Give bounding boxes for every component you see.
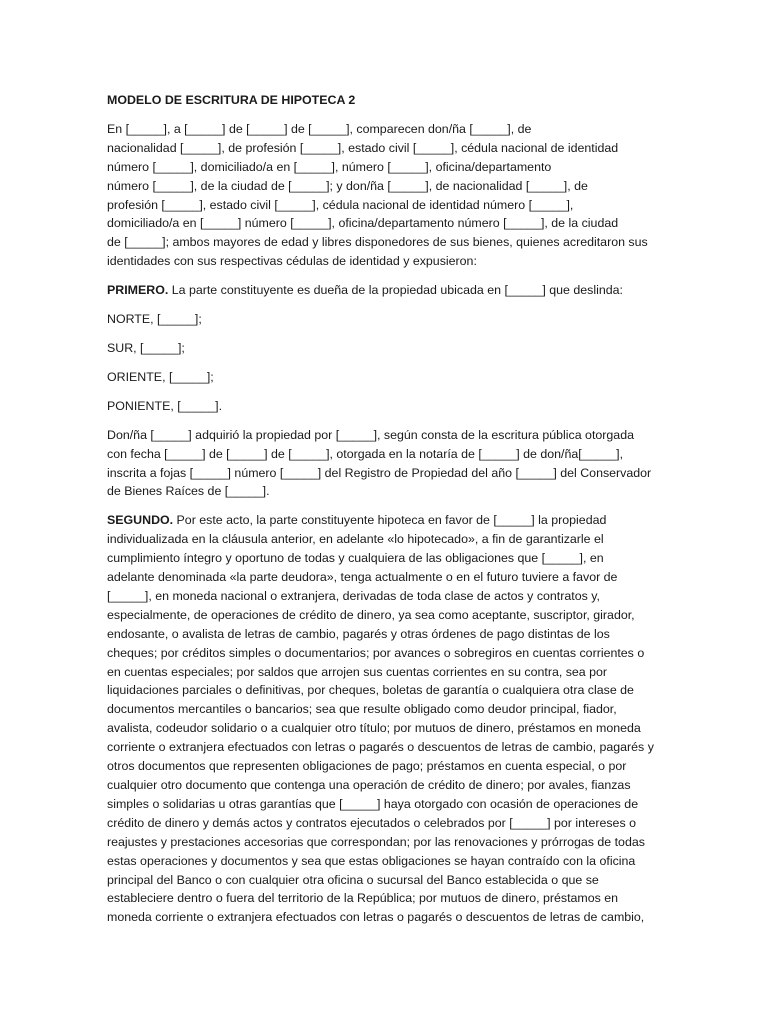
boundary-sur: SUR, [_____]; bbox=[107, 340, 185, 355]
intro-line: nacionalidad [_____], de profesión [_____], estado civil [_____], cédula nacional de identidad bbox=[107, 140, 619, 155]
segundo-first-text: Por este acto, la parte constituyente hipoteca en favor de [_____] la propiedad bbox=[173, 513, 607, 528]
segundo-line: corriente o extranjera efectuados con letras o pagarés o descuentos de letras de cambio, pagarés y bbox=[107, 740, 654, 755]
segundo-line: cumplimiento íntegro y oportuno de todas y cualquiera de las obligaciones que [_____], en bbox=[107, 551, 604, 566]
segundo-line: crédito de dinero y demás actos y contratos ejecutados o celebrados por [_____] por intereses o bbox=[107, 815, 636, 830]
intro-line: número [_____], domiciliado/a en [_____], número [_____], oficina/departamento bbox=[107, 159, 552, 174]
segundo-line: liquidaciones parciales o definitivas, por cheques, boletas de garantía o cualquiera otra clase de bbox=[107, 683, 634, 698]
primero-line bbox=[107, 281, 657, 300]
boundary-poniente: PONIENTE, [_____]. bbox=[107, 398, 223, 413]
segundo-line: moneda corriente o extranjera efectuados con letras o pagarés o descuentos de letras de cambio, bbox=[107, 910, 645, 925]
segundo-line: adelante denominada «la parte deudora», tenga actualmente o en el futuro tuviere a favor de bbox=[107, 570, 618, 585]
intro-line: número [_____], de la ciudad de [_____]; y don/ña [_____], de nacionalidad [_____], de bbox=[107, 178, 588, 193]
segundo-line: [_____], en moneda nacional o extranjera, derivadas de toda clase de actos y contratos y, bbox=[107, 588, 600, 603]
intro-line: de [_____]; ambos mayores de edad y libres disponedores de sus bienes, quienes acreditaron sus bbox=[107, 235, 648, 250]
adquisicion-line: con fecha [_____] de [_____] de [_____], otorgada en la notaría de [_____] de don/ña[_____], bbox=[107, 446, 624, 461]
segundo-line: documentos mercantiles o bancarios; sea que resulte obligado como deudor principal, fiador, bbox=[107, 702, 617, 717]
intro-line: En [_____], a [_____] de [_____] de [_____], comparecen don/ña [_____], de bbox=[107, 121, 532, 136]
segundo-line: endosante, o avalista de letras de cambio, pagarés y otras órdenes de pago distintas de los bbox=[107, 626, 610, 641]
boundary-norte: NORTE, [_____]; bbox=[107, 312, 202, 327]
intro-line: identidades con sus respectivas cédulas de identidad y expusieron: bbox=[107, 254, 477, 269]
segundo-line: reajustes y prestaciones accesorias que correspondan; por las renovaciones y prórrogas de todas bbox=[107, 834, 645, 849]
primero-text: La parte constituyente es dueña de la propiedad ubicada en [_____] que deslinda: bbox=[168, 283, 623, 298]
adquisicion-paragraph bbox=[107, 426, 657, 502]
primero-label: PRIMERO. bbox=[107, 283, 169, 298]
document-title: MODELO DE ESCRITURA DE HIPOTECA 2 bbox=[107, 93, 356, 107]
primero-paragraph bbox=[107, 281, 657, 300]
adquisicion-line: de Bienes Raíces de [_____]. bbox=[107, 484, 270, 499]
segundo-line: avalista, codeudor solidario o a cualquier otro título; por mutuos de dinero, préstamos en moneda bbox=[107, 721, 641, 736]
segundo-line bbox=[107, 511, 657, 530]
adquisicion-line: inscrita a fojas [_____] número [_____] del Registro de Propiedad del año [_____] del Conservador bbox=[107, 465, 652, 480]
segundo-line: otros documentos que representen obligaciones de pago; préstamos en cuenta especial, o por bbox=[107, 759, 627, 774]
intro-paragraph bbox=[107, 120, 657, 271]
segundo-line: estableciere dentro o fuera del territorio de la República; por mutuos de dinero, préstamos en bbox=[107, 891, 619, 906]
document-page bbox=[107, 91, 657, 937]
segundo-line: simples o solidarias u otras garantías que [_____] haya otorgado con ocasión de operaciones de bbox=[107, 796, 639, 811]
intro-line: domiciliado/a en [_____] número [_____], oficina/departamento número [_____], de la ciudad bbox=[107, 216, 619, 231]
segundo-line: cheques; por créditos simples o documentarios; por avances o sobregiros en cuentas corrientes o bbox=[107, 645, 645, 660]
segundo-label: SEGUNDO. bbox=[107, 513, 174, 528]
boundary-oriente: ORIENTE, [_____]; bbox=[107, 369, 214, 384]
segundo-line: individualizada en la cláusula anterior, en adelante «lo hipotecado», a fin de garantizarle el bbox=[107, 532, 604, 547]
segundo-line: en cuentas especiales; por saldos que arrojen sus cuentas corrientes en su contra, sea por bbox=[107, 664, 608, 679]
segundo-line: estas operaciones y documentos y sea que estas obligaciones se hayan contraído con la oficina bbox=[107, 853, 636, 868]
segundo-line: especialmente, de operaciones de crédito de dinero, ya sea como aceptante, suscriptor, girador, bbox=[107, 607, 635, 622]
segundo-line: principal del Banco o con cualquier otra oficina o sucursal del Banco establecida o que se bbox=[107, 872, 599, 887]
intro-line: profesión [_____], estado civil [_____], cédula nacional de identidad número [_____], bbox=[107, 197, 574, 212]
segundo-line: cualquier otro documento que contenga una operación de crédito de dinero; por avales, fianzas bbox=[107, 778, 631, 792]
adquisicion-line: Don/ña [_____] adquirió la propiedad por [_____], según consta de la escritura pública otorgada bbox=[107, 427, 634, 442]
segundo-paragraph bbox=[107, 511, 657, 927]
